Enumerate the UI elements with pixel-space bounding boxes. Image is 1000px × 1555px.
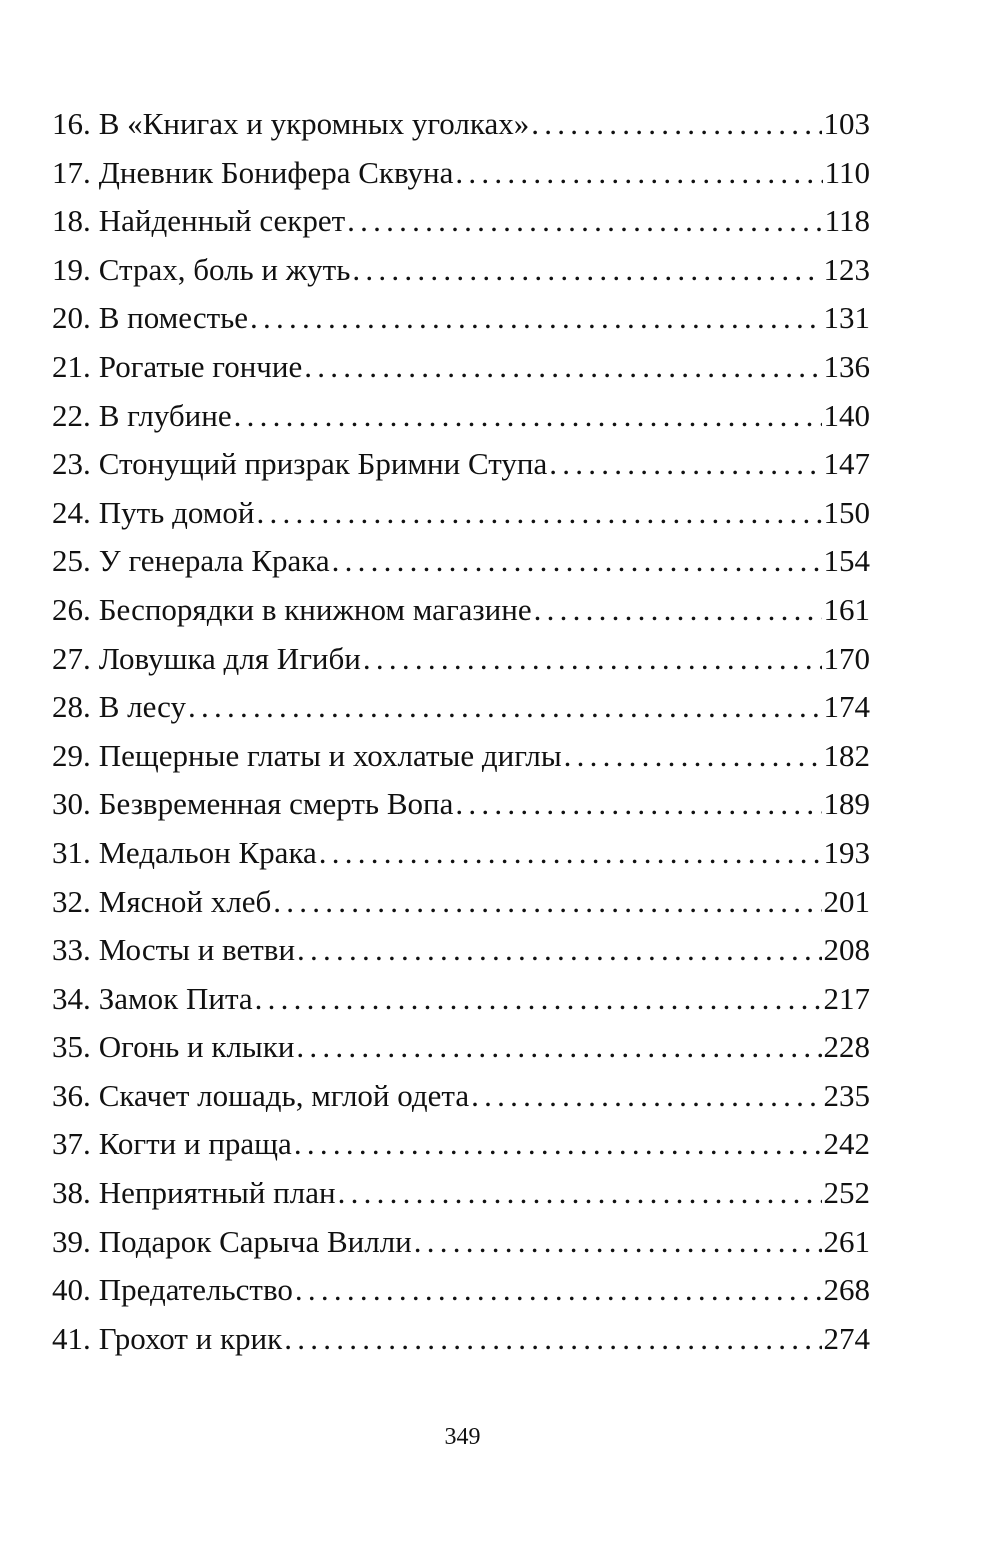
toc-entry xyxy=(52,489,870,538)
chapter-page: 235 xyxy=(823,1077,870,1113)
table-of-contents xyxy=(52,100,870,1363)
chapter-page: 208 xyxy=(823,932,870,968)
chapter-number: 27. xyxy=(52,640,91,676)
chapter-number: 36. xyxy=(52,1077,91,1113)
chapter-number: 31. xyxy=(52,834,91,870)
chapter-title: Беспорядки в книжном магазине xyxy=(98,591,532,627)
chapter-title: Рогатые гончие xyxy=(98,348,303,384)
toc-entry xyxy=(52,537,870,586)
chapter-title: Дневник Бонифера Сквуна xyxy=(98,154,454,190)
page-number: 349 xyxy=(444,1424,481,1450)
chapter-number: 32. xyxy=(52,883,91,919)
chapter-title: Предательство xyxy=(98,1272,293,1308)
chapter-title: Медальон Крака xyxy=(98,834,317,870)
chapter-page: 217 xyxy=(823,980,870,1016)
toc-entry xyxy=(52,1218,870,1267)
chapter-page: 136 xyxy=(823,348,870,384)
chapter-number: 28. xyxy=(52,689,91,725)
chapter-title: Мясной хлеб xyxy=(98,883,272,919)
dot-leader xyxy=(234,392,822,441)
dot-leader xyxy=(455,149,822,198)
dot-leader xyxy=(297,926,821,975)
toc-entry xyxy=(52,780,870,829)
chapter-page: 274 xyxy=(823,1320,870,1356)
chapter-number: 35. xyxy=(52,1029,91,1065)
chapter-page: 140 xyxy=(823,397,870,433)
chapter-page: 182 xyxy=(823,737,870,773)
chapter-title: Скачет лошадь, мглой одета xyxy=(98,1077,470,1113)
chapter-title: Огонь и клыки xyxy=(98,1029,295,1065)
chapter-number: 23. xyxy=(52,446,91,482)
chapter-number: 17. xyxy=(52,154,91,190)
chapter-page: 174 xyxy=(823,689,870,725)
chapter-title: Ловушка для Игиби xyxy=(98,640,361,676)
chapter-number: 30. xyxy=(52,786,91,822)
chapter-page: 161 xyxy=(823,591,870,627)
chapter-page: 268 xyxy=(823,1272,870,1308)
chapter-page: 103 xyxy=(823,106,870,141)
chapter-title: Мосты и ветви xyxy=(98,932,296,968)
chapter-number: 41. xyxy=(52,1320,91,1356)
chapter-title: Замок Пита xyxy=(98,980,253,1016)
toc-entry xyxy=(52,732,870,781)
dot-leader xyxy=(531,100,821,149)
dot-leader xyxy=(455,780,821,829)
chapter-number: 29. xyxy=(52,737,91,773)
dot-leader xyxy=(564,732,822,781)
chapter-title: Путь домой xyxy=(98,494,255,530)
chapter-page: 110 xyxy=(824,154,870,190)
chapter-page: 201 xyxy=(823,883,870,919)
chapter-page: 261 xyxy=(823,1223,870,1259)
chapter-page: 193 xyxy=(823,834,870,870)
toc-entry xyxy=(52,975,870,1024)
toc-entry xyxy=(52,926,870,975)
dot-leader xyxy=(338,1169,822,1218)
toc-entry xyxy=(52,1266,870,1315)
dot-leader xyxy=(284,1315,821,1364)
chapter-number: 18. xyxy=(52,203,91,239)
toc-entry xyxy=(52,683,870,732)
dot-leader xyxy=(332,537,822,586)
chapter-number: 25. xyxy=(52,543,91,579)
toc-entry xyxy=(52,878,870,927)
chapter-title: В глубине xyxy=(98,397,232,433)
chapter-number: 26. xyxy=(52,591,91,627)
toc-entry xyxy=(52,1315,870,1364)
dot-leader xyxy=(273,878,821,927)
chapter-title: В «Книгах и укромных уголках» xyxy=(98,106,530,141)
dot-leader xyxy=(250,294,821,343)
toc-entry xyxy=(52,635,870,684)
dot-leader xyxy=(352,246,821,295)
chapter-number: 38. xyxy=(52,1175,91,1211)
toc-entry xyxy=(52,1023,870,1072)
chapter-title: Страх, боль и жуть xyxy=(98,251,351,287)
toc-entry xyxy=(52,246,870,295)
toc-entry xyxy=(52,392,870,441)
toc-entry xyxy=(52,586,870,635)
dot-leader xyxy=(471,1072,821,1121)
chapter-number: 40. xyxy=(52,1272,91,1308)
chapter-number: 34. xyxy=(52,980,91,1016)
chapter-title: Когти и праща xyxy=(98,1126,292,1162)
dot-leader xyxy=(188,683,821,732)
chapter-number: 20. xyxy=(52,300,91,336)
toc-entry xyxy=(52,294,870,343)
chapter-title: Пещерные глаты и хохлатые диглы xyxy=(98,737,562,773)
chapter-page: 242 xyxy=(823,1126,870,1162)
chapter-title: Найденный секрет xyxy=(98,203,346,239)
dot-leader xyxy=(363,635,822,684)
chapter-number: 37. xyxy=(52,1126,91,1162)
chapter-title: Безвременная смерть Вопа xyxy=(98,786,454,822)
toc-entry xyxy=(52,197,870,246)
dot-leader xyxy=(414,1218,822,1267)
chapter-page: 252 xyxy=(823,1175,870,1211)
chapter-title: Стонущий призрак Бримни Ступа xyxy=(98,446,548,482)
toc-entry xyxy=(52,343,870,392)
chapter-page: 154 xyxy=(823,543,870,579)
toc-entry xyxy=(52,1072,870,1121)
dot-leader xyxy=(296,1023,821,1072)
chapter-number: 33. xyxy=(52,932,91,968)
dot-leader xyxy=(294,1120,822,1169)
toc-entry xyxy=(52,829,870,878)
toc-entry xyxy=(52,1169,870,1218)
dot-leader xyxy=(319,829,822,878)
chapter-title: Подарок Сарыча Вилли xyxy=(98,1223,412,1259)
chapter-page: 147 xyxy=(823,446,870,482)
dot-leader xyxy=(347,197,823,246)
dot-leader xyxy=(255,975,822,1024)
toc-entry xyxy=(52,1120,870,1169)
chapter-number: 21. xyxy=(52,348,91,384)
chapter-page: 123 xyxy=(823,251,870,287)
chapter-page: 118 xyxy=(824,203,870,239)
chapter-number: 24. xyxy=(52,494,91,530)
toc-entry xyxy=(52,440,870,489)
chapter-number: 22. xyxy=(52,397,91,433)
chapter-number: 19. xyxy=(52,251,91,287)
chapter-page: 228 xyxy=(823,1029,870,1065)
chapter-page: 131 xyxy=(823,300,870,336)
dot-leader xyxy=(534,586,822,635)
dot-leader xyxy=(304,343,821,392)
chapter-number: 16. xyxy=(52,106,91,141)
chapter-number: 39. xyxy=(52,1223,91,1259)
chapter-title: В лесу xyxy=(98,689,187,725)
dot-leader xyxy=(549,440,821,489)
toc-entry xyxy=(52,149,870,198)
chapter-page: 189 xyxy=(823,786,870,822)
chapter-page: 170 xyxy=(823,640,870,676)
toc-entry xyxy=(52,100,870,149)
chapter-title: Грохот и крик xyxy=(98,1320,283,1356)
dot-leader xyxy=(256,489,821,538)
chapter-title: У генерала Крака xyxy=(98,543,330,579)
dot-leader xyxy=(295,1266,822,1315)
chapter-page: 150 xyxy=(823,494,870,530)
chapter-title: В поместье xyxy=(98,300,249,336)
chapter-title: Неприятный план xyxy=(98,1175,336,1211)
